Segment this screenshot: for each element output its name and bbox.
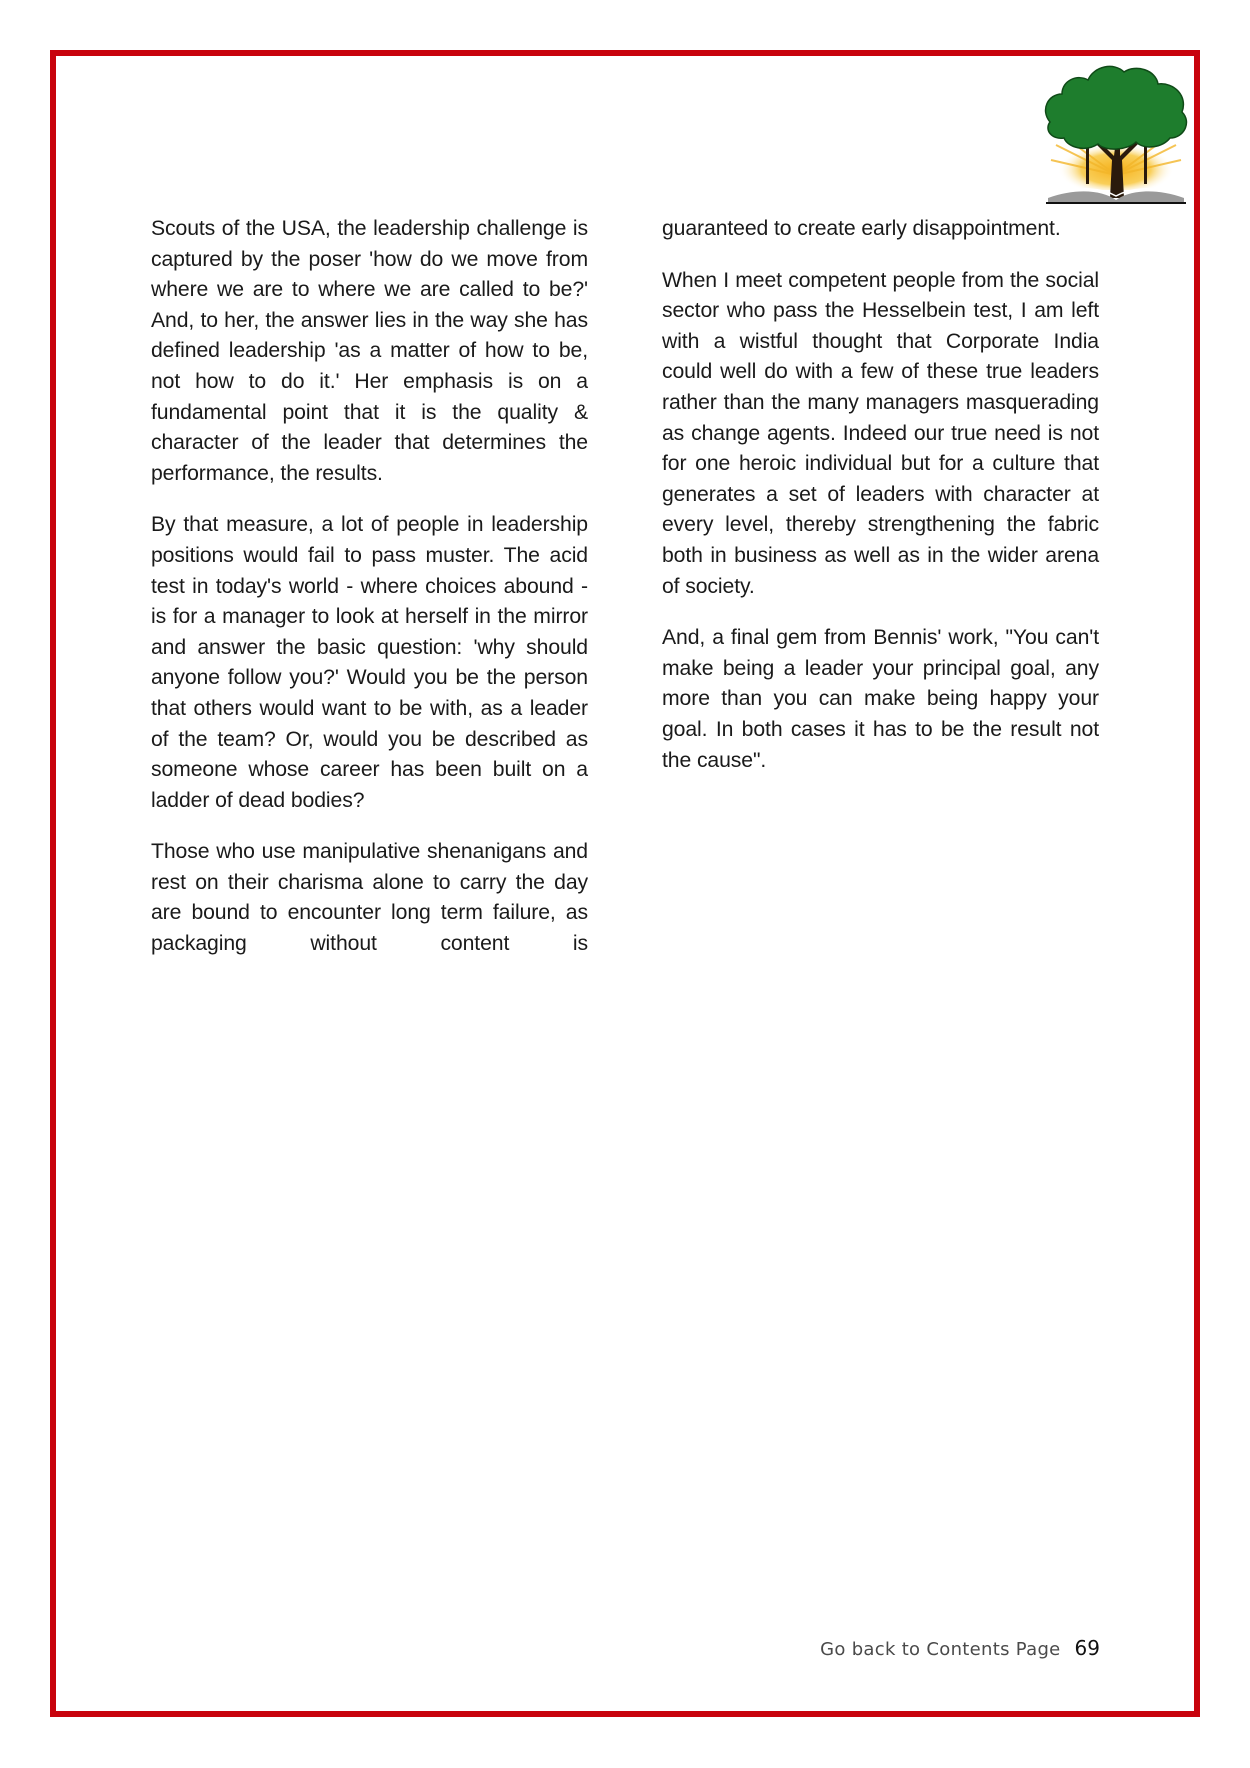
- paragraph: And, a final gem from Bennis' work, "You can't make being a leader your principal goal, any more than you can make being happy your goal. In both cases it has to be the result not the cause".: [662, 626, 1099, 772]
- paragraph: Scouts of the USA, the leadership challenge is captured by the poser 'how do we move from where we are to where we are called to be?' And, to her, the answer lies in the way she has defined leadership 'as a matter of how to be, not how to do it.' Her emphasis is on a fundamental point that it is the quality & character of the leader that determines the performance, the results.: [151, 217, 588, 485]
- paragraph: By that measure, a lot of people in leadership positions would fail to pass muster. The acid test in today's world - where choices abound - is for a manager to look at herself in the mirror and answer the basic question: 'why should anyone follow you?' Would you be the person that others would want to be with, as a leader of the team? Or, would you be described as someone whose career has been built on a ladder of dead bodies?: [151, 513, 588, 812]
- paragraph: When I meet competent people from the social sector who pass the Hesselbein test, I am left with a wistful thought that Corporate India could well do with a few of these true leaders rather than the many managers masquerading as change agents. Indeed our true need is not for one heroic individual but for a culture that generates a set of leaders with character at every level, thereby strengthening the fabric both in business as well as in the wider arena of society.: [662, 268, 1099, 598]
- page-number: 69: [1074, 1636, 1100, 1660]
- article-column-right: [662, 214, 1099, 797]
- contents-page-link[interactable]: Go back to Contents Page: [820, 1639, 1061, 1660]
- tree-canopy-icon: [1046, 66, 1187, 149]
- paragraph: Those who use manipulative shenanigans and rest on their charisma alone to carry the day are bound to encounter long term failure, as packaging without content is: [151, 840, 588, 956]
- tree-book-logo-icon: [1036, 60, 1196, 212]
- page-footer: [820, 1636, 1100, 1660]
- paragraph: guaranteed to create early disappointment.: [662, 217, 1061, 240]
- article-column-left: [151, 214, 588, 981]
